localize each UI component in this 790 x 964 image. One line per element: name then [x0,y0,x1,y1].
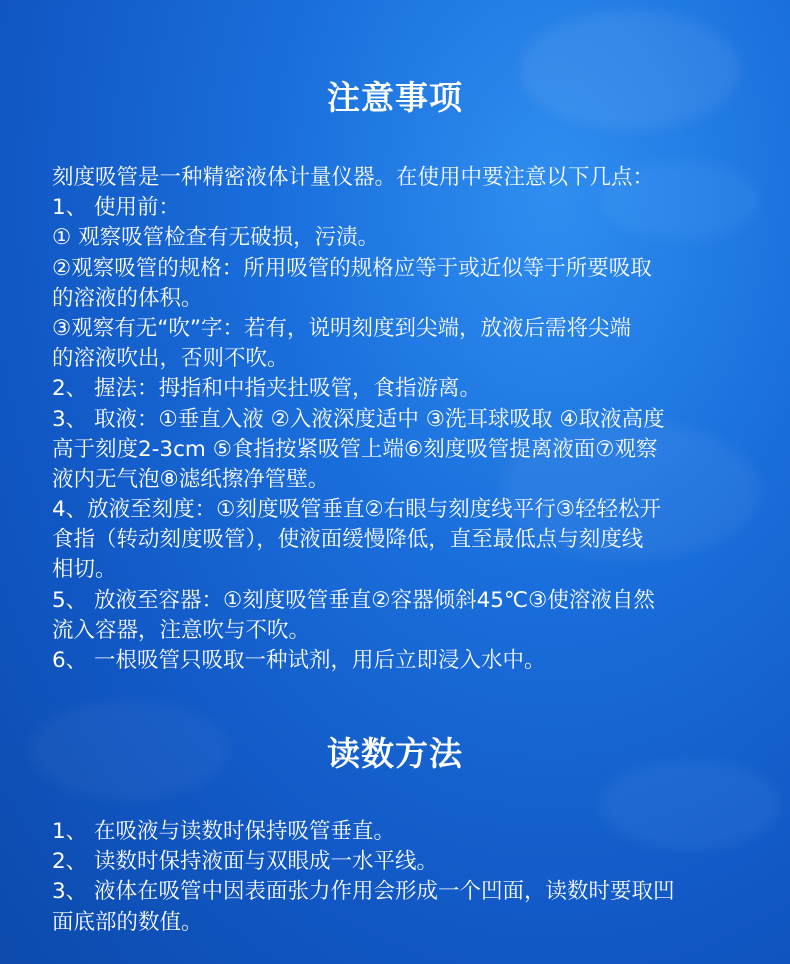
text-line: ②观察吸管的规格：所用吸管的规格应等于或近似等于所要吸取 [52,255,652,281]
text-line: 面底部的数值。 [52,909,203,935]
text-line: 食指（转动刻度吸管），使液面缓慢降低，直至最低点与刻度线 [52,527,644,553]
section-title-reading-method: 读数方法 [327,734,463,773]
text-line: 流入容器，注意吹与不吹。 [52,617,311,643]
text-line: 3、 液体在吸管中因表面张力作用会形成一个凹面，读数时要取凹 [52,879,675,905]
text-line: 1、 在吸液与读数时保持吸管垂直。 [52,819,396,844]
text-line: 刻度吸管是一种精密液体计量仪器。在使用中要注意以下几点： [52,165,655,190]
text-line: 相切。 [52,557,117,583]
text-line: 2、 握法：拇指和中指夹扗吸管，食指游离。 [52,376,482,402]
text-line: ① 观察吸管检查有无破损，污渍。 [52,225,380,251]
text-line: ③观察有无“吹”字：若有，说明刻度到尖端，放液后需将尖端 [52,315,632,341]
text-line: 液内无气泡⑧滤纸擦净管壁。 [52,466,330,492]
text-line: 的溶液的体积。 [52,285,203,311]
text-line: 1、 使用前： [52,195,181,221]
text-line: 的溶液吹出，否则不吹。 [52,346,289,372]
text-line: 4、放液至刻度：①刻度吸管垂直②右眼与刻度线平行③轻轻松开 [52,497,662,523]
precautions-text [52,163,752,676]
text-line: 高于刻度2-3cm ⑤食指按紧吸管上端⑥刻度吸管提离液面⑦观察 [52,436,658,462]
section-title-precautions: 注意事项 [327,78,463,117]
text-line: 2、 读数时保持液面与双眼成一水平线。 [52,849,439,875]
text-line: 5、 放液至容器：①刻度吸管垂直②容器倾斜45℃③使溶液自然 [52,587,655,613]
text-line: 6、 一根吸管只吸取一种试剂，用后立即浸入水中。 [52,648,546,673]
reading-method-text [52,817,752,938]
text-line: 3、 取液：①垂直入液 ②入液深度适中 ③洗耳球吸取 ④取液高度 [52,406,665,432]
